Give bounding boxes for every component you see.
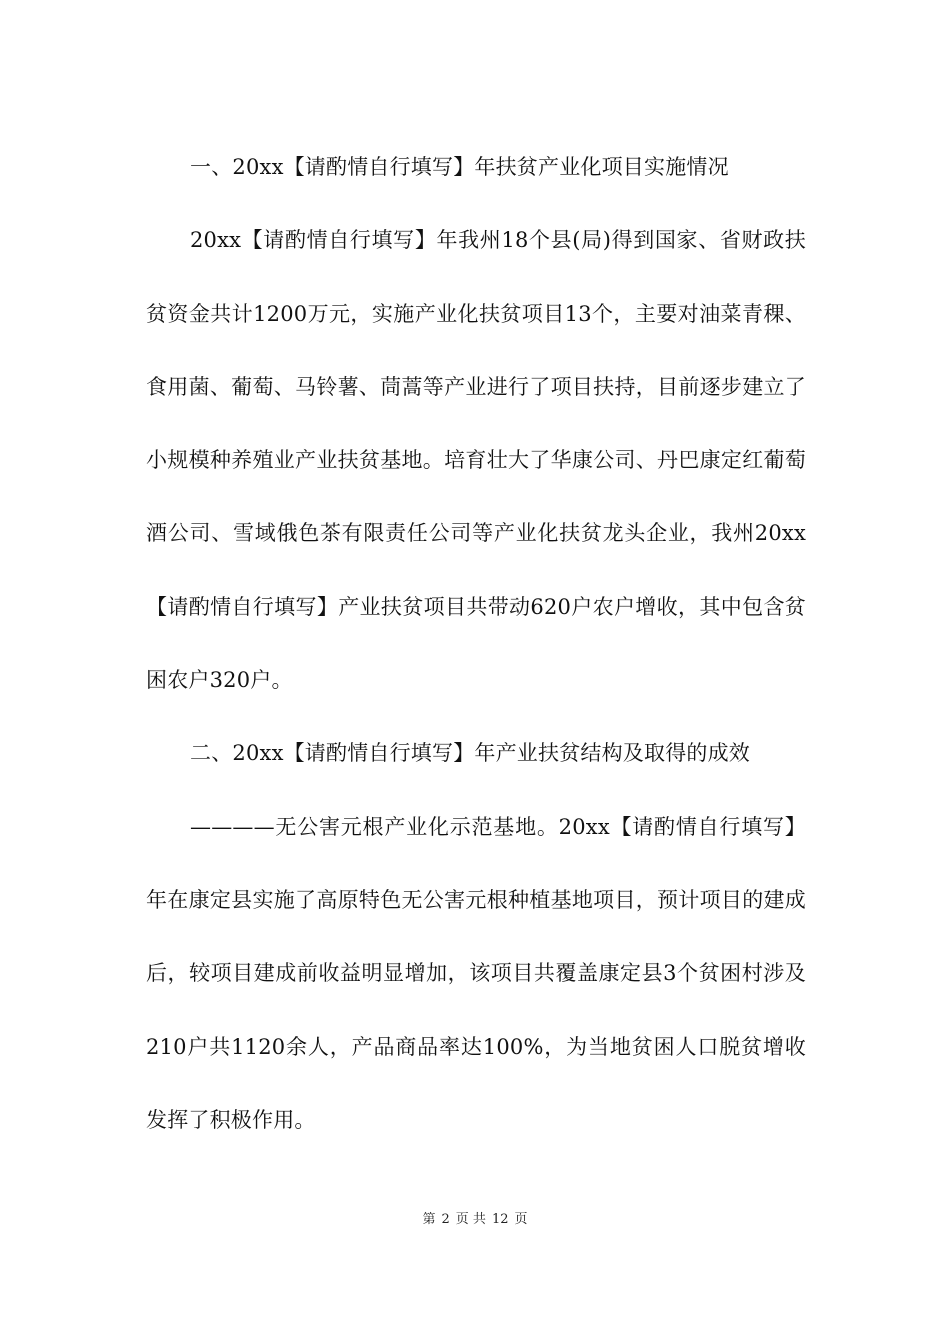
- document-body: [146, 131, 806, 1157]
- body-paragraph-1: 20xx【请酌情自行填写】年我州18个县(局)得到国家、省财政扶贫资金共计1200万元，实施产业化扶贫项目13个，主要对油菜青稞、食用菌、葡萄、马铃薯、茼蒿等产业进行了项目扶持，目前逐步建立了小规模种养殖业产业扶贫基地。培育壮大了华康公司、丹巴康定红葡萄酒公司、雪域俄色茶有限责任公司等产业化扶贫龙头企业，我州20xx【请酌情自行填写】产业扶贫项目共带动620户农户增收，其中包含贫困农户320户。: [146, 228, 806, 693]
- footer-suffix: 页: [514, 1212, 528, 1227]
- footer-middle: 页 共: [455, 1212, 486, 1227]
- page-footer: [0, 1208, 950, 1227]
- footer-current-page: 2: [441, 1212, 450, 1227]
- section-heading-2: 二、20xx【请酌情自行填写】年产业扶贫结构及取得的成效: [190, 741, 751, 766]
- section-heading-1: 一、20xx【请酌情自行填写】年扶贫产业化项目实施情况: [190, 155, 729, 179]
- body-paragraph-2: ————无公害元根产业化示范基地。20xx【请酌情自行填写】年在康定县实施了高原特色无公害元根种植基地项目，预计项目的建成后，较项目建成前收益明显增加，该项目共覆盖康定县3个贫困村涉及210户共1120余人，产品商品率达100%，为当地贫困人口脱贫增收发挥了积极作用。: [146, 814, 806, 1132]
- footer-prefix: 第: [422, 1212, 436, 1227]
- footer-total-pages: 12: [491, 1212, 509, 1227]
